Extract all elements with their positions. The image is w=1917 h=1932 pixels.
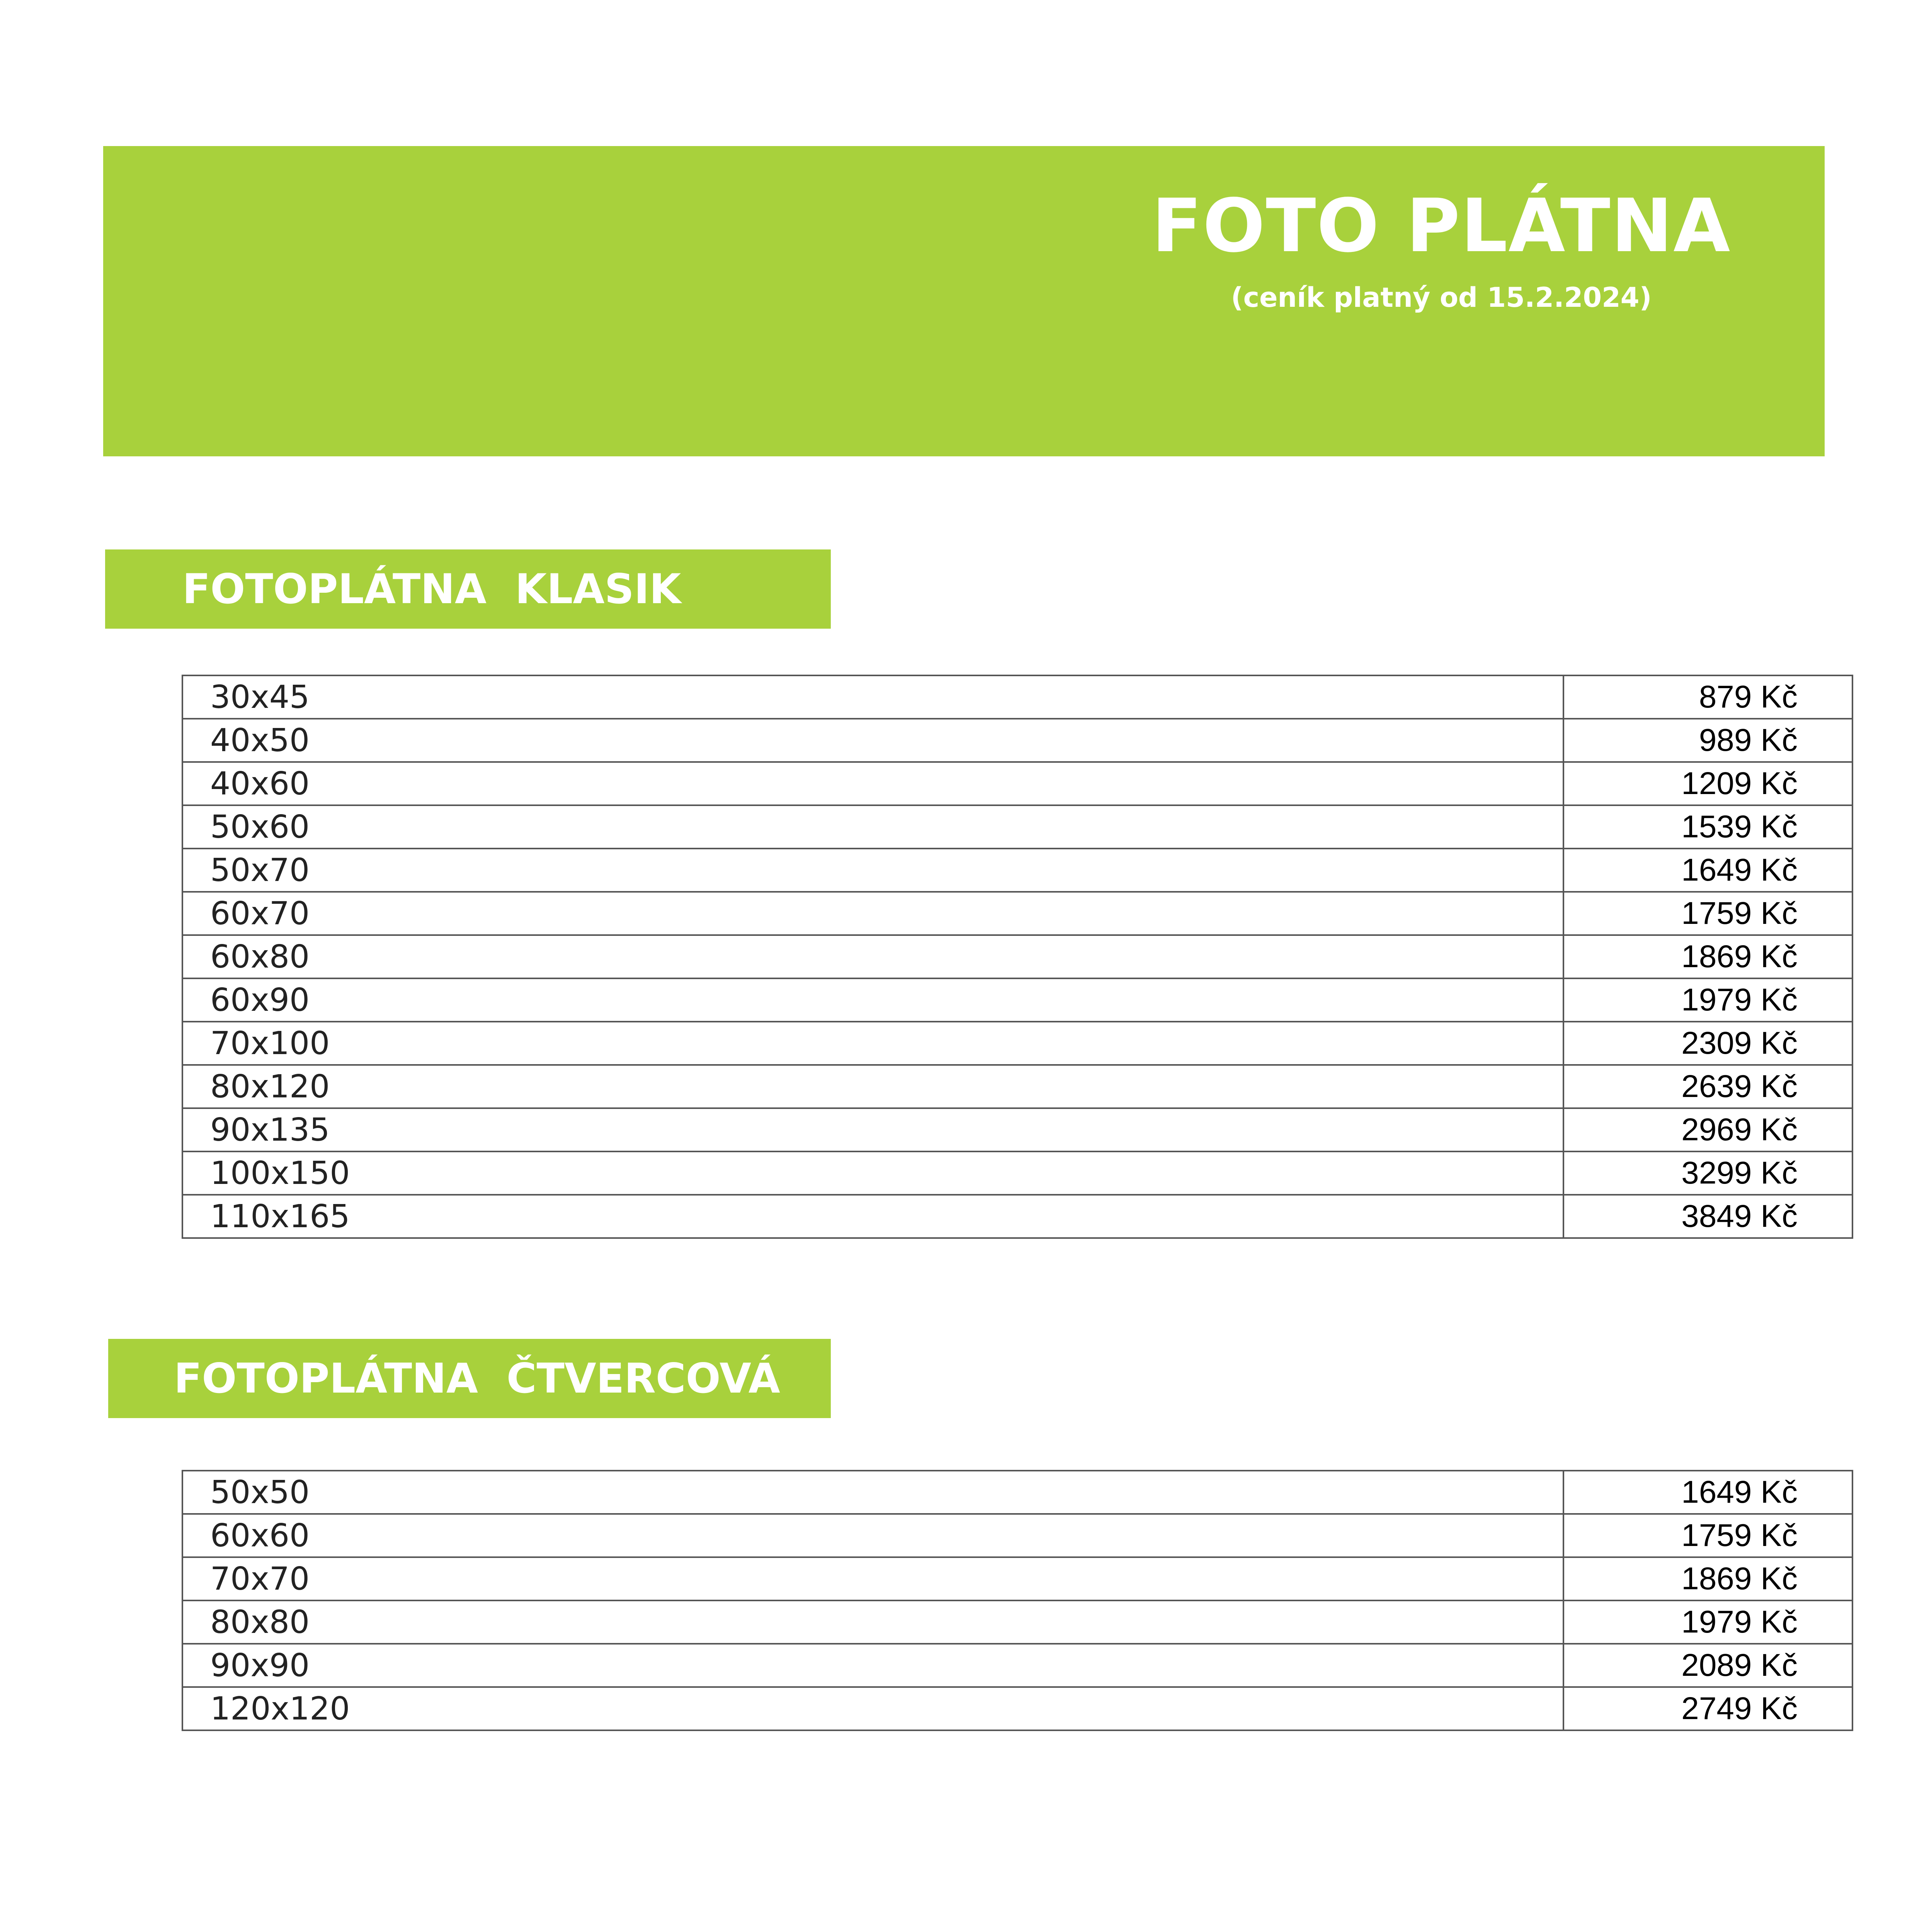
price-cell: 1759 Kč — [1563, 892, 1852, 935]
price-cell: 1869 Kč — [1563, 1557, 1852, 1600]
table-row — [182, 1600, 1852, 1644]
table-row — [182, 1151, 1852, 1195]
table-row — [182, 849, 1852, 892]
table-row — [182, 719, 1852, 762]
price-cell: 1539 Kč — [1563, 805, 1852, 849]
price-cell: 989 Kč — [1563, 719, 1852, 762]
size-cell: 50x70 — [182, 849, 1563, 892]
size-cell: 110x165 — [182, 1195, 1563, 1238]
table-row — [182, 892, 1852, 935]
table-row — [182, 762, 1852, 805]
price-cell: 2969 Kč — [1563, 1108, 1852, 1151]
table-row — [182, 1514, 1852, 1557]
price-cell: 2749 Kč — [1563, 1687, 1852, 1730]
price-table-ctvercova — [182, 1470, 1853, 1731]
size-cell: 70x70 — [182, 1557, 1563, 1600]
size-cell: 40x50 — [182, 719, 1563, 762]
size-cell: 60x70 — [182, 892, 1563, 935]
table-row — [182, 1195, 1852, 1238]
size-cell: 30x45 — [182, 675, 1563, 719]
price-list-validity: (ceník platný od 15.2.2024) — [1231, 282, 1652, 313]
size-cell: 60x60 — [182, 1514, 1563, 1557]
price-cell: 1979 Kč — [1563, 978, 1852, 1022]
price-table-klasik — [182, 675, 1853, 1239]
size-cell: 90x90 — [182, 1644, 1563, 1687]
table-row — [182, 935, 1852, 978]
section-label-klasik: FOTOPLÁTNA KLASIK — [105, 549, 831, 629]
price-cell: 1869 Kč — [1563, 935, 1852, 978]
size-cell: 60x80 — [182, 935, 1563, 978]
size-cell: 80x80 — [182, 1600, 1563, 1644]
table-row — [182, 1687, 1852, 1730]
price-cell: 1649 Kč — [1563, 849, 1852, 892]
price-cell: 879 Kč — [1563, 675, 1852, 719]
price-cell: 1979 Kč — [1563, 1600, 1852, 1644]
table-row — [182, 1644, 1852, 1687]
table-row — [182, 1065, 1852, 1108]
size-cell: 50x60 — [182, 805, 1563, 849]
size-cell: 60x90 — [182, 978, 1563, 1022]
table-row — [182, 978, 1852, 1022]
section-label-ctvercova: FOTOPLÁTNA ČTVERCOVÁ — [108, 1339, 831, 1418]
table-row — [182, 1108, 1852, 1151]
price-cell: 1649 Kč — [1563, 1471, 1852, 1514]
price-cell: 1209 Kč — [1563, 762, 1852, 805]
table-row — [182, 1022, 1852, 1065]
price-cell: 2309 Kč — [1563, 1022, 1852, 1065]
table-row — [182, 675, 1852, 719]
page-title: FOTO PLÁTNA — [1152, 183, 1731, 269]
size-cell: 50x50 — [182, 1471, 1563, 1514]
price-cell: 2089 Kč — [1563, 1644, 1852, 1687]
price-cell: 1759 Kč — [1563, 1514, 1852, 1557]
size-cell: 40x60 — [182, 762, 1563, 805]
size-cell: 120x120 — [182, 1687, 1563, 1730]
table-row — [182, 1471, 1852, 1514]
table-row — [182, 1557, 1852, 1600]
table-row — [182, 805, 1852, 849]
price-cell: 3299 Kč — [1563, 1151, 1852, 1195]
size-cell: 100x150 — [182, 1151, 1563, 1195]
price-cell: 2639 Kč — [1563, 1065, 1852, 1108]
price-cell: 3849 Kč — [1563, 1195, 1852, 1238]
size-cell: 80x120 — [182, 1065, 1563, 1108]
size-cell: 90x135 — [182, 1108, 1563, 1151]
size-cell: 70x100 — [182, 1022, 1563, 1065]
